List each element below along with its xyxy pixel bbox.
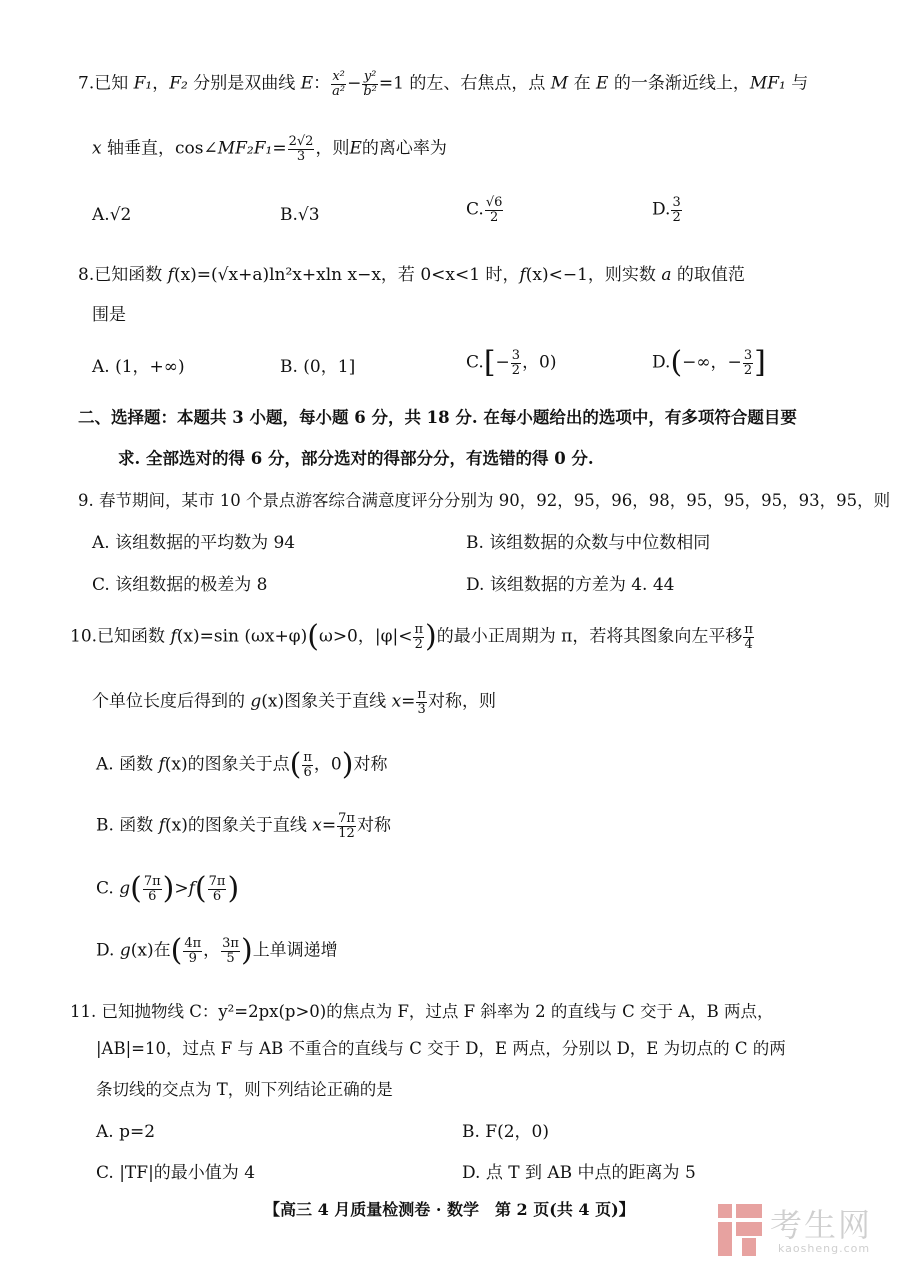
q8-f: f (519, 265, 526, 285)
option-value: √3 (297, 205, 320, 225)
option-frac (337, 812, 356, 840)
q8-text: =(√x+a)ln²x+xln x−x，若 0<x<1 时， (196, 265, 520, 285)
option-gt: > (174, 878, 189, 899)
paren: ) (227, 871, 240, 906)
paren: ) (162, 871, 175, 906)
q7-m: M (550, 73, 569, 94)
option-text: D. 点 T 到 AB 中点的距离为 5 (462, 1163, 696, 1183)
option-label: C. (466, 352, 484, 373)
q7-frac-y (362, 70, 378, 98)
q7-line2 (92, 135, 447, 163)
q8-text: (x)<−1，则实数 (525, 265, 656, 285)
q10-option-d (96, 933, 338, 968)
frac-den: 2 (489, 209, 499, 225)
option-frac (221, 937, 240, 965)
q11-option-b (462, 1122, 549, 1142)
option-f: f (158, 815, 166, 836)
q11-option-c (96, 1163, 255, 1183)
option-label: C. (466, 199, 484, 220)
frac-den: 2 (672, 209, 681, 225)
q8-option-b (280, 357, 355, 377)
option-label: D. (96, 940, 115, 961)
frac-num: 7π (338, 811, 355, 826)
option-frac (485, 196, 504, 224)
q10-text: 的最小正周期为 π，若将其图象向左平移 (436, 626, 743, 647)
q8-text: 的取值范 (676, 265, 745, 285)
q8-text: 围是 (92, 305, 126, 325)
section-heading-line1: 二、选择题：本题共 3 小题，每小题 6 分，共 18 分. 在每小题给出的选项中，有多项符合题目要 (78, 408, 797, 427)
q9-stem (78, 491, 890, 511)
q11-text: 11. 已知抛物线 C：y²=2px(p>0)的焦点为 F，过点 F 斜率为 2 的直线与 C 交于 A，B 两点， (70, 1002, 774, 1021)
q10-frac (413, 623, 424, 651)
q8-f: f (167, 265, 174, 285)
option-g: g (119, 940, 131, 961)
q11-option-d (462, 1163, 696, 1183)
q7-text: 的离心率为 (361, 138, 447, 159)
option-frac (511, 349, 521, 377)
q10-frac (416, 688, 427, 716)
q7-mf1: MF₁ (749, 73, 786, 94)
option-text: B. 该组数据的众数与中位数相同 (466, 533, 711, 553)
watermark-brand: 考生网 (770, 1206, 873, 1244)
q7-minus: − (347, 73, 362, 94)
q7-option-b (280, 205, 320, 225)
frac-num: π (417, 687, 426, 702)
option-text: (x)的图象关于直线 (165, 815, 307, 836)
frac-num: π (414, 621, 424, 637)
q7-text: 的一条渐近线上， (613, 73, 750, 94)
section-heading (78, 408, 797, 428)
option-frac (183, 937, 202, 965)
q8-number: 8. (78, 265, 95, 285)
q7-text: ，则 (315, 138, 350, 159)
frac-den: 2 (414, 636, 423, 652)
paren: ( (130, 871, 142, 906)
q7-text: 轴垂直，cos∠ (107, 138, 218, 159)
paren: ) (341, 747, 354, 782)
q8-a: a (661, 265, 672, 285)
frac-num: 3 (511, 347, 521, 363)
q8-line1 (78, 265, 745, 285)
frac-den: 3 (417, 701, 426, 717)
frac-num: 3 (743, 347, 753, 363)
q7-angle: MF₂F₁ (217, 138, 273, 159)
q8-text: 已知函数 (94, 265, 163, 285)
q10-number: 10. (70, 626, 98, 647)
q9-option-a (92, 533, 295, 553)
option-text: C. 该组数据的极差为 8 (92, 575, 268, 595)
paren: ) (425, 619, 437, 654)
q7-frac-x (331, 70, 346, 98)
option-f: f (188, 878, 195, 899)
q7-number: 7. (78, 73, 95, 94)
q7-f1: F₁ (133, 73, 153, 94)
paren: ( (307, 619, 319, 654)
frac-num: 4π (184, 935, 202, 951)
q7-text: 已知 (94, 73, 129, 94)
q10-x: x (391, 691, 402, 712)
frac-num: 3 (672, 195, 681, 210)
paren: ( (170, 933, 183, 968)
q7-option-d (652, 196, 683, 224)
option-text: A. (1，+∞) (92, 357, 185, 377)
q7-option-a (92, 205, 131, 225)
frac-num: 7π (208, 873, 226, 889)
q10-g: g (250, 691, 262, 712)
option-text: ，0) (522, 352, 557, 373)
option-text: (x)的图象关于点 (164, 754, 290, 775)
frac-den: 6 (303, 764, 312, 780)
q7-frac-cos (288, 135, 315, 163)
q7-frac-den: b² (363, 83, 377, 99)
frac-num: √6 (485, 195, 503, 210)
frac-num: 3π (222, 935, 239, 951)
page-footer (264, 1200, 635, 1219)
option-text: A. 函数 (96, 754, 154, 775)
q7-frac-den: a² (332, 83, 346, 99)
option-text: −∞，− (682, 352, 742, 373)
q7-frac-num: x² (332, 69, 345, 84)
q7-text: 分别是双曲线 (193, 73, 296, 94)
q7-comma: ， (152, 73, 170, 94)
option-text: 上单调递增 (252, 940, 338, 961)
option-text: ， (203, 940, 221, 961)
q7-option-c (466, 196, 504, 224)
q7-e: E (300, 73, 314, 94)
q10-text: (x)图象关于直线 (261, 691, 387, 712)
q10-option-a (96, 747, 388, 782)
option-label: D. (652, 199, 671, 220)
option-frac (143, 875, 162, 903)
option-frac (208, 875, 227, 903)
q7-frac-num: 2√2 (288, 134, 314, 149)
q10-text: (x)=sin (ωx+φ) (176, 626, 308, 647)
watermark-logo-icon (716, 1202, 764, 1258)
paren: ) (240, 933, 253, 968)
option-frac (671, 196, 681, 224)
option-text: 对称 (356, 815, 391, 836)
q8-line2 (92, 305, 126, 325)
frac-den: 9 (188, 950, 197, 966)
q11-line3 (96, 1080, 393, 1100)
q9-text: 9. 春节期间，某市 10 个景点游客综合满意度评分分别为 90，92，95，96，98，95，95，95，93，95，则 (78, 491, 891, 510)
q7-e: E (596, 73, 609, 94)
q8-text: (x) (173, 265, 197, 285)
frac-num: π (303, 749, 312, 765)
q9-option-d (466, 575, 675, 595)
option-x: x (312, 815, 322, 836)
frac-den: 2 (511, 362, 521, 378)
frac-num: π (744, 621, 753, 637)
frac-den: 6 (212, 888, 222, 904)
option-eq: = (321, 815, 337, 836)
q7-frac-den: 3 (296, 148, 306, 164)
q11-line1 (70, 1002, 774, 1022)
frac-den: 2 (743, 362, 753, 378)
q11-text: |AB|=10，过点 F 与 AB 不重合的直线与 C 交于 D，E 两点，分别以 D，E 为切点的 C 的两 (96, 1039, 786, 1058)
option-label: B. (280, 205, 298, 225)
option-text: B. 函数 (96, 815, 154, 836)
option-text: C. |TF|的最小值为 4 (96, 1163, 256, 1183)
option-label: C. (96, 878, 114, 899)
option-label: D. (652, 352, 671, 373)
watermark-url: kaosheng.com (778, 1242, 871, 1255)
option-text: B. F(2，0) (462, 1122, 549, 1142)
q7-line1 (78, 70, 808, 98)
q10-option-c (96, 871, 240, 906)
section-heading-2 (118, 449, 594, 469)
footer-text: 【高三 4 月质量检测卷 · 数学 第 2 页(共 4 页)】 (264, 1200, 635, 1219)
option-text: A. p=2 (96, 1122, 156, 1142)
q8-option-a (92, 357, 185, 377)
q7-f2: F₂ (169, 73, 188, 94)
q11-text: 条切线的交点为 T，则下列结论正确的是 (96, 1080, 393, 1099)
option-text: 对称 (353, 754, 388, 775)
option-g: g (119, 878, 131, 899)
q10-text: 对称，则 (427, 691, 496, 712)
q8-option-c (466, 345, 557, 380)
q11-line2 (96, 1039, 786, 1059)
q7-e: E (349, 138, 362, 159)
frac-den: 4 (744, 636, 753, 652)
option-text: − (495, 352, 510, 373)
q7-x: x (92, 138, 102, 159)
q10-frac (743, 623, 754, 651)
q10-option-b (96, 812, 391, 840)
option-label: A. (92, 205, 110, 225)
option-text: D. 该组数据的方差为 4. 44 (466, 575, 675, 595)
watermark-logo (716, 1198, 886, 1260)
option-f: f (158, 754, 165, 775)
paren: ( (194, 871, 207, 906)
paren: ( (289, 747, 302, 782)
q10-eq: = (401, 691, 416, 712)
frac-den: 5 (226, 950, 235, 966)
q11-option-a (96, 1122, 155, 1142)
q10-text: 已知函数 (97, 626, 166, 647)
option-value: √2 (109, 205, 132, 225)
option-frac (302, 751, 313, 779)
q10-f: f (170, 626, 177, 647)
q9-option-b (466, 533, 710, 553)
q7-text: 与 (791, 73, 809, 94)
q7-colon: ： (313, 73, 331, 94)
frac-den: 12 (338, 825, 355, 841)
q7-eq: = (272, 138, 287, 159)
option-text: A. 该组数据的平均数为 94 (92, 533, 296, 553)
option-frac (743, 349, 753, 377)
frac-num: 7π (143, 873, 161, 889)
q7-text: =1 的左、右焦点，点 (378, 73, 546, 94)
q10-text: 个单位长度后得到的 (92, 691, 245, 712)
section-heading-line2: 求. 全部选对的得 6 分，部分选对的得部分分，有选错的得 0 分. (118, 449, 594, 468)
q7-text: 在 (573, 73, 591, 94)
bracket: [ (483, 345, 496, 380)
q10-line1 (70, 619, 755, 654)
q7-frac-num: y² (363, 69, 377, 84)
q10-line2 (92, 688, 496, 716)
q8-option-d (652, 345, 766, 380)
frac-den: 6 (148, 888, 157, 904)
bracket: ] (754, 345, 766, 380)
option-text: B. (0，1] (280, 357, 356, 377)
bracket: ( (670, 345, 683, 380)
option-text: (x)在 (130, 940, 171, 961)
option-text: ，0 (313, 754, 342, 775)
q10-text: ω>0，|φ|< (318, 626, 413, 647)
q9-option-c (92, 575, 267, 595)
